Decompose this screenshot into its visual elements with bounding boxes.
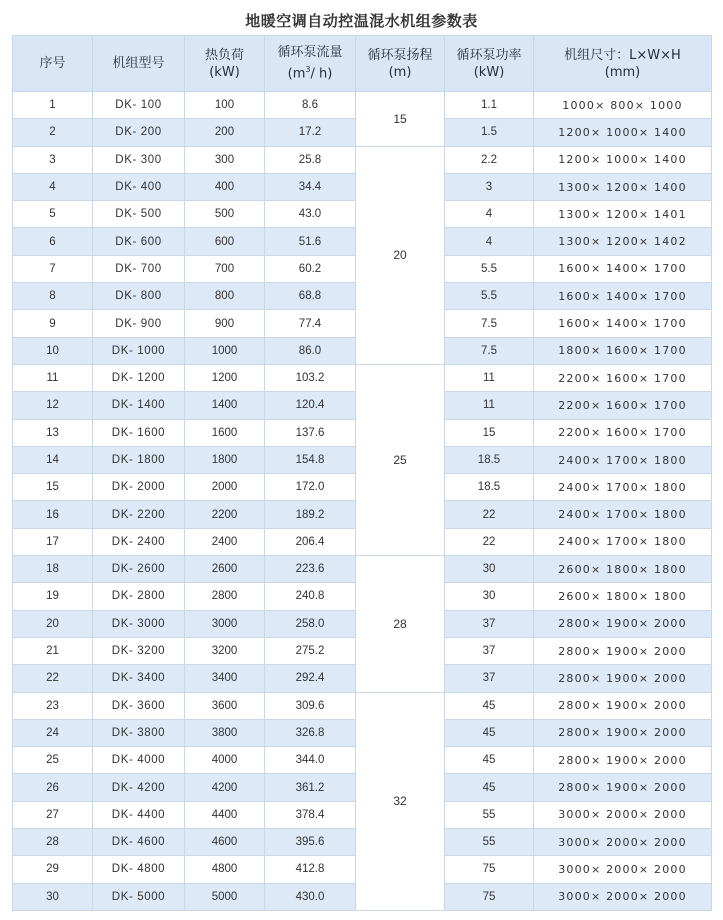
cell-model: DK- 1400 xyxy=(93,392,185,419)
cell-no: 20 xyxy=(13,610,93,637)
cell-no: 27 xyxy=(13,801,93,828)
cell-model: DK- 1600 xyxy=(93,419,185,446)
cell-load: 4200 xyxy=(185,774,265,801)
cell-flow: 258.0 xyxy=(265,610,356,637)
cell-flow: 430.0 xyxy=(265,883,356,910)
cell-model: DK- 1200 xyxy=(93,364,185,391)
cell-power: 45 xyxy=(445,774,534,801)
header-head: 循环泵扬程 (m) xyxy=(356,36,445,92)
cell-power: 1.1 xyxy=(445,92,534,119)
table-row xyxy=(13,556,712,583)
cell-model: DK- 800 xyxy=(93,283,185,310)
cell-power: 18.5 xyxy=(445,446,534,473)
cell-load: 3800 xyxy=(185,719,265,746)
cell-power: 45 xyxy=(445,719,534,746)
header-model: 机组型号 xyxy=(93,36,185,92)
cell-size: 2400× 1700× 1800 xyxy=(534,501,712,528)
parameter-table xyxy=(12,35,712,911)
cell-no: 4 xyxy=(13,173,93,200)
cell-size: 2800× 1900× 2000 xyxy=(534,719,712,746)
table-row xyxy=(13,364,712,391)
table-row xyxy=(13,146,712,173)
cell-size: 1300× 1200× 1401 xyxy=(534,201,712,228)
cell-load: 1800 xyxy=(185,446,265,473)
cell-size: 2200× 1600× 1700 xyxy=(534,364,712,391)
cell-load: 100 xyxy=(185,92,265,119)
cell-size: 1600× 1400× 1700 xyxy=(534,283,712,310)
cell-load: 3000 xyxy=(185,610,265,637)
cell-flow: 378.4 xyxy=(265,801,356,828)
cell-size: 2200× 1600× 1700 xyxy=(534,419,712,446)
cell-load: 1200 xyxy=(185,364,265,391)
cell-no: 15 xyxy=(13,474,93,501)
cell-power: 5.5 xyxy=(445,255,534,282)
cell-flow: 344.0 xyxy=(265,747,356,774)
cell-load: 200 xyxy=(185,119,265,146)
cell-power: 4 xyxy=(445,228,534,255)
cell-flow: 275.2 xyxy=(265,637,356,664)
cell-pump-head: 28 xyxy=(356,556,445,692)
cell-flow: 240.8 xyxy=(265,583,356,610)
cell-no: 18 xyxy=(13,556,93,583)
cell-size: 2400× 1700× 1800 xyxy=(534,474,712,501)
cell-model: DK- 900 xyxy=(93,310,185,337)
table-body xyxy=(13,92,712,911)
cell-no: 21 xyxy=(13,637,93,664)
cell-model: DK- 3400 xyxy=(93,665,185,692)
cell-flow: 223.6 xyxy=(265,556,356,583)
cell-load: 2200 xyxy=(185,501,265,528)
table-row xyxy=(13,692,712,719)
cell-no: 24 xyxy=(13,719,93,746)
cell-model: DK- 2400 xyxy=(93,528,185,555)
cell-power: 37 xyxy=(445,665,534,692)
cell-load: 2000 xyxy=(185,474,265,501)
cell-flow: 34.4 xyxy=(265,173,356,200)
cell-size: 2400× 1700× 1800 xyxy=(534,446,712,473)
table-row xyxy=(13,92,712,119)
cell-no: 12 xyxy=(13,392,93,419)
cell-no: 6 xyxy=(13,228,93,255)
cell-flow: 17.2 xyxy=(265,119,356,146)
cell-no: 11 xyxy=(13,364,93,391)
header-size: 机组尺寸：L×W×H (mm) xyxy=(534,36,712,92)
cell-flow: 68.8 xyxy=(265,283,356,310)
cell-power: 2.2 xyxy=(445,146,534,173)
cell-model: DK- 4000 xyxy=(93,747,185,774)
cell-power: 3 xyxy=(445,173,534,200)
cell-power: 5.5 xyxy=(445,283,534,310)
cell-load: 1000 xyxy=(185,337,265,364)
cell-power: 11 xyxy=(445,392,534,419)
cell-no: 28 xyxy=(13,829,93,856)
cell-load: 300 xyxy=(185,146,265,173)
cell-no: 16 xyxy=(13,501,93,528)
cell-load: 800 xyxy=(185,283,265,310)
cell-size: 2800× 1900× 2000 xyxy=(534,610,712,637)
cell-size: 2800× 1900× 2000 xyxy=(534,747,712,774)
cell-load: 3400 xyxy=(185,665,265,692)
page-title: 地暖空调自动控温混水机组参数表 xyxy=(245,12,478,30)
cell-flow: 86.0 xyxy=(265,337,356,364)
cell-load: 5000 xyxy=(185,883,265,910)
cell-size: 3000× 2000× 2000 xyxy=(534,856,712,883)
cell-model: DK- 2200 xyxy=(93,501,185,528)
cell-flow: 103.2 xyxy=(265,364,356,391)
cell-model: DK- 200 xyxy=(93,119,185,146)
cell-no: 7 xyxy=(13,255,93,282)
cell-flow: 412.8 xyxy=(265,856,356,883)
cell-load: 4400 xyxy=(185,801,265,828)
cell-load: 900 xyxy=(185,310,265,337)
cell-model: DK- 300 xyxy=(93,146,185,173)
cell-size: 1800× 1600× 1700 xyxy=(534,337,712,364)
cell-power: 11 xyxy=(445,364,534,391)
cell-flow: 309.6 xyxy=(265,692,356,719)
cell-size: 3000× 2000× 2000 xyxy=(534,883,712,910)
cell-pump-head: 15 xyxy=(356,92,445,147)
cell-size: 2600× 1800× 1800 xyxy=(534,556,712,583)
cell-no: 25 xyxy=(13,747,93,774)
cell-size: 1300× 1200× 1402 xyxy=(534,228,712,255)
cell-power: 45 xyxy=(445,692,534,719)
cell-model: DK- 3000 xyxy=(93,610,185,637)
cell-power: 7.5 xyxy=(445,337,534,364)
cell-no: 9 xyxy=(13,310,93,337)
cell-model: DK- 100 xyxy=(93,92,185,119)
cell-load: 1400 xyxy=(185,392,265,419)
cell-size: 1300× 1200× 1400 xyxy=(534,173,712,200)
cell-pump-head: 25 xyxy=(356,364,445,555)
cell-no: 2 xyxy=(13,119,93,146)
cell-power: 1.5 xyxy=(445,119,534,146)
cell-flow: 206.4 xyxy=(265,528,356,555)
cell-flow: 77.4 xyxy=(265,310,356,337)
cell-model: DK- 400 xyxy=(93,173,185,200)
cell-model: DK- 2000 xyxy=(93,474,185,501)
cell-no: 22 xyxy=(13,665,93,692)
cell-power: 30 xyxy=(445,583,534,610)
header-power: 循环泵功率 (kW) xyxy=(445,36,534,92)
cell-size: 2200× 1600× 1700 xyxy=(534,392,712,419)
cell-power: 55 xyxy=(445,801,534,828)
cell-no: 14 xyxy=(13,446,93,473)
cell-model: DK- 1000 xyxy=(93,337,185,364)
header-load: 热负荷 (kW) xyxy=(185,36,265,92)
cell-load: 2400 xyxy=(185,528,265,555)
cell-flow: 326.8 xyxy=(265,719,356,746)
cell-flow: 25.8 xyxy=(265,146,356,173)
cell-no: 13 xyxy=(13,419,93,446)
cell-flow: 395.6 xyxy=(265,829,356,856)
cell-no: 10 xyxy=(13,337,93,364)
cell-model: DK- 2800 xyxy=(93,583,185,610)
cell-model: DK- 4800 xyxy=(93,856,185,883)
cell-flow: 361.2 xyxy=(265,774,356,801)
cell-power: 75 xyxy=(445,883,534,910)
cell-load: 2800 xyxy=(185,583,265,610)
cell-no: 19 xyxy=(13,583,93,610)
cell-model: DK- 4400 xyxy=(93,801,185,828)
cell-flow: 51.6 xyxy=(265,228,356,255)
cell-model: DK- 5000 xyxy=(93,883,185,910)
cell-size: 1600× 1400× 1700 xyxy=(534,310,712,337)
cell-load: 600 xyxy=(185,228,265,255)
cell-flow: 189.2 xyxy=(265,501,356,528)
cell-load: 500 xyxy=(185,201,265,228)
cell-flow: 43.0 xyxy=(265,201,356,228)
cell-no: 5 xyxy=(13,201,93,228)
header-flow: 循环泵流量 ($m^3/$ h) xyxy=(265,36,356,92)
cell-flow: 120.4 xyxy=(265,392,356,419)
cell-size: 1200× 1000× 1400 xyxy=(534,119,712,146)
cell-model: DK- 3600 xyxy=(93,692,185,719)
header-no: 序号 xyxy=(13,36,93,92)
cell-no: 26 xyxy=(13,774,93,801)
cell-size: 1000× 800× 1000 xyxy=(534,92,712,119)
cell-model: DK- 500 xyxy=(93,201,185,228)
cell-power: 37 xyxy=(445,610,534,637)
table-header-row xyxy=(13,36,712,92)
cell-power: 45 xyxy=(445,747,534,774)
cell-load: 2600 xyxy=(185,556,265,583)
cell-power: 15 xyxy=(445,419,534,446)
cell-model: DK- 3800 xyxy=(93,719,185,746)
cell-size: 3000× 2000× 2000 xyxy=(534,801,712,828)
cell-no: 3 xyxy=(13,146,93,173)
cell-no: 23 xyxy=(13,692,93,719)
cell-no: 1 xyxy=(13,92,93,119)
cell-flow: 172.0 xyxy=(265,474,356,501)
cell-size: 2400× 1700× 1800 xyxy=(534,528,712,555)
cell-power: 37 xyxy=(445,637,534,664)
cell-power: 22 xyxy=(445,528,534,555)
cell-load: 400 xyxy=(185,173,265,200)
cell-size: 2800× 1900× 2000 xyxy=(534,774,712,801)
cell-model: DK- 700 xyxy=(93,255,185,282)
cell-size: 3000× 2000× 2000 xyxy=(534,829,712,856)
cell-flow: 137.6 xyxy=(265,419,356,446)
cell-model: DK- 3200 xyxy=(93,637,185,664)
cell-power: 75 xyxy=(445,856,534,883)
cell-size: 1200× 1000× 1400 xyxy=(534,146,712,173)
cell-model: DK- 4200 xyxy=(93,774,185,801)
cell-power: 55 xyxy=(445,829,534,856)
cell-power: 4 xyxy=(445,201,534,228)
cell-model: DK- 4600 xyxy=(93,829,185,856)
cell-size: 2800× 1900× 2000 xyxy=(534,665,712,692)
cell-no: 29 xyxy=(13,856,93,883)
cell-flow: 60.2 xyxy=(265,255,356,282)
cell-flow: 292.4 xyxy=(265,665,356,692)
cell-power: 22 xyxy=(445,501,534,528)
cell-flow: 8.6 xyxy=(265,92,356,119)
cell-pump-head: 20 xyxy=(356,146,445,364)
cell-load: 1600 xyxy=(185,419,265,446)
cell-size: 1600× 1400× 1700 xyxy=(534,255,712,282)
cell-power: 7.5 xyxy=(445,310,534,337)
cell-load: 3600 xyxy=(185,692,265,719)
cell-size: 2800× 1900× 2000 xyxy=(534,637,712,664)
cell-no: 17 xyxy=(13,528,93,555)
cell-pump-head: 32 xyxy=(356,692,445,910)
cell-load: 700 xyxy=(185,255,265,282)
cell-power: 18.5 xyxy=(445,474,534,501)
cell-power: 30 xyxy=(445,556,534,583)
cell-load: 3200 xyxy=(185,637,265,664)
cell-flow: 154.8 xyxy=(265,446,356,473)
cell-size: 2600× 1800× 1800 xyxy=(534,583,712,610)
cell-load: 4800 xyxy=(185,856,265,883)
cell-model: DK- 1800 xyxy=(93,446,185,473)
cell-size: 2800× 1900× 2000 xyxy=(534,692,712,719)
cell-load: 4000 xyxy=(185,747,265,774)
cell-load: 4600 xyxy=(185,829,265,856)
cell-no: 30 xyxy=(13,883,93,910)
cell-model: DK- 2600 xyxy=(93,556,185,583)
cell-no: 8 xyxy=(13,283,93,310)
cell-model: DK- 600 xyxy=(93,228,185,255)
